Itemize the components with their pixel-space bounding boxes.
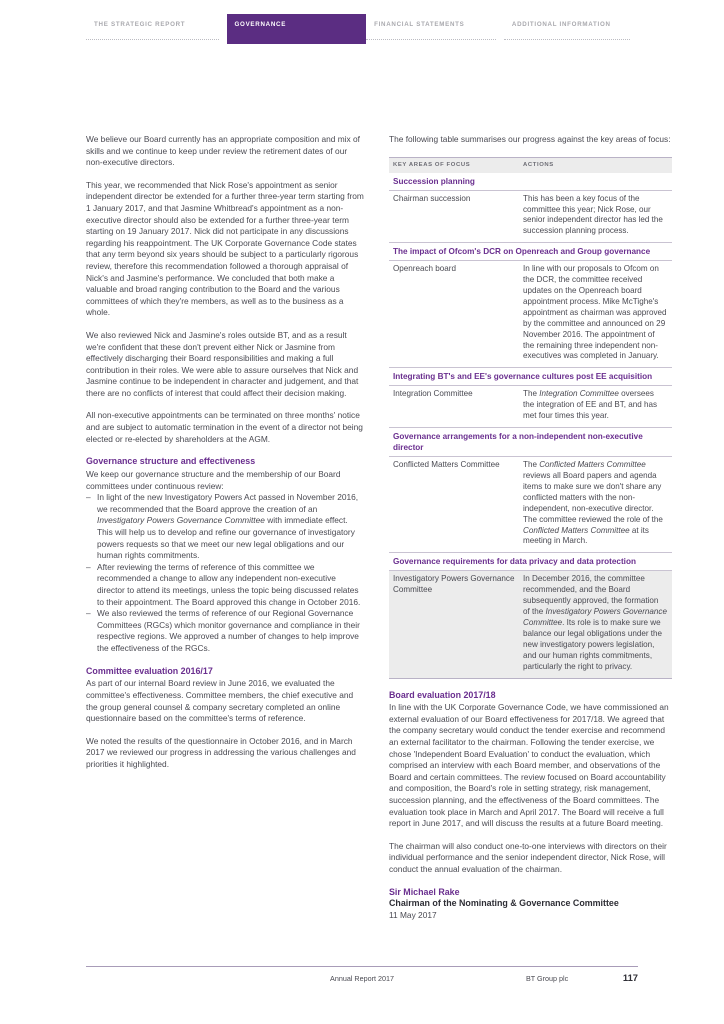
list-item [86, 562, 364, 608]
table-body [389, 173, 672, 678]
tab-label: FINANCIAL STATEMENTS [374, 21, 465, 28]
tab-underline [366, 38, 496, 40]
right-content-column [389, 134, 672, 922]
tab-the-strategic-report[interactable] [86, 14, 227, 44]
list-item [86, 492, 364, 562]
dash-bullet-icon: – [86, 561, 91, 572]
signoff-role: Chairman of the Nominating & Governance Committee [389, 898, 619, 909]
paragraph: We also reviewed Nick and Jasmine's roles outside BT, and as a result we're confident that these don't prevent either Nick or Jasmine from effectively discharging their Board responsibilities and making a full contribution in their roles. We were able to assure ourselves that Nick and Jasmine continue to be independent in character and judgement, and that there are no conflicts of interest that could affect their decision making. [86, 329, 359, 398]
table-row [389, 260, 672, 367]
heading-governance-structure: Governance structure and effectiveness [86, 456, 256, 467]
dash-bullet-icon: – [86, 608, 91, 619]
column-header-key-areas: KEY AREAS OF FOCUS [393, 162, 471, 169]
key-areas-of-focus-table [389, 157, 672, 679]
paragraph: We noted the results of the questionnaire in October 2016, and in March 2017 we reviewed our progress in addressing the various challenges and priorities it highlighted. [86, 735, 356, 769]
column-header-actions: ACTIONS [523, 162, 554, 169]
table-row [389, 190, 672, 243]
table-intro-text: The following table summarises our progress against the key areas of focus: [389, 134, 671, 144]
tab-additional-information[interactable] [504, 14, 638, 44]
paragraph: This year, we recommended that Nick Rose's appointment as senior independent director be extended for a further three-year term starting from 1 January 2017, and that Jasmine Whitbread's appointment as a non-executive director should also be extended for a further three-year term starting on 19 January 2017. Nick did not participate in any discussions regarding his reappointment. The UK Corporate Governance Code states that any term beyond six years should be subject to a particularly rigorous review, therefore this recommendation followed a thorough appraisal of Nick's and Jasmine's performance. We concluded that both make a valuable and broad ranging contribution to the Board and the various committees of which they're members, as well as to the business as a whole. [86, 179, 364, 318]
paragraph: All non-executive appointments can be terminated on three months' notice and are subject to automatic termination in the event of a director not being elected or re-elected by shareholders at the AGM. [86, 410, 363, 444]
paragraph: In line with the UK Corporate Governance Code, we have commissioned an external evaluation of our Board effectiveness for 2017/18. We agreed that the company secretary would conduct the tender exercise and recommend an external facilitator to the chairman. Following the tender exercise, we chose 'Independent Board Evaluation' to conduct the evaluation, which comprised an interview with each Board member, and observations of the Board and certain committees. The review focused on Board accountability and composition, the Board's role in setting strategy, risk management, succession planning, and the effectiveness of the Board committees. The evaluation took place in March and April 2017. The Board will receive a full report in June 2017, and will discuss the results at a future Board meeting. [389, 702, 669, 829]
list-item [86, 608, 364, 654]
table-section-heading: Succession planning [389, 173, 672, 190]
paragraph: The chairman will also conduct one-to-one interviews with directors on their individual performance and the senior independent director, Nick Rose, will conduct the annual evaluation of the chairman. [389, 840, 667, 875]
heading-committee-evaluation: Committee evaluation 2016/17 [86, 665, 213, 676]
paragraph: We believe our Board currently has an appropriate composition and mix of skills and we continue to keep under review the retirement dates of our non-executive directors. [86, 134, 360, 168]
table-cell-focus: Chairman succession [393, 193, 471, 203]
signoff-name: Sir Michael Rake [389, 886, 460, 897]
table-cell-action: The Integration Committee oversees the integration of EE and BT, and has met four times this year. [523, 389, 658, 421]
section-nav-tabs [86, 14, 638, 44]
tab-financial-statements[interactable] [366, 14, 504, 44]
signoff-date: 11 May 2017 [389, 910, 437, 920]
list-item-text: After reviewing the terms of reference of this committee we recommended a change to allow any independent non-executive director to attend its meetings, unless the topic being discussed relates to their appointment. The Board approved this change in October 2016. [97, 561, 361, 607]
table-section-heading: Governance requirements for data privacy and data protection [389, 552, 672, 570]
footer-report-title: Annual Report 2017 [330, 974, 394, 983]
list-item-text: In light of the new Investigatory Powers Act passed in November 2016, we recommended that the Board approve the creation of an Investigatory Powers Governance Committee with immediate effect. This will help us to develop and refine our governance of investigatory powers requests so that we meet our new legal obligations and our human rights commitments. [97, 492, 359, 561]
governance-bullet-list [86, 492, 364, 654]
paragraph: We keep our governance structure and the membership of our Board committees under continuous review: [86, 469, 341, 491]
table-section-heading: Governance arrangements for a non-independent non-executive director [389, 427, 672, 456]
table-cell-focus: Conflicted Matters Committee [393, 460, 500, 470]
tab-label: GOVERNANCE [234, 21, 287, 28]
table-row [389, 385, 672, 427]
table-cell-focus: Integration Committee [393, 389, 473, 399]
table-cell-focus: Openreach board [393, 264, 456, 274]
table-cell-action: This has been a key focus of the committee this year; Nick Rose, our senior independent director has led the succession planning process. [523, 193, 663, 236]
paragraph: As part of our internal Board review in June 2016, we evaluated the committee's effectiveness. Committee members, the chief executive and the group general counsel & company secretary completed an online questionnaire based on the committee's terms of reference. [86, 678, 354, 724]
heading-board-evaluation: Board evaluation 2017/18 [389, 689, 496, 700]
tab-label: THE STRATEGIC REPORT [94, 21, 186, 28]
tab-underline [86, 38, 219, 40]
table-cell-focus: Investigatory Powers Governance Committee [393, 574, 515, 595]
page-footer [86, 966, 638, 991]
table-header-row [389, 158, 672, 173]
list-item-text: We also reviewed the terms of reference of our Regional Governance Committees (RGCs) which monitor governance and compliance in their respective regions. We approved a number of changes to help improve the effectiveness of the RGCs. [97, 608, 360, 653]
table-section-heading: The impact of Ofcom's DCR on Openreach and Group governance [389, 242, 672, 260]
left-text-column [86, 134, 364, 782]
footer-page-number: 117 [622, 972, 638, 983]
table-row [389, 570, 672, 677]
tab-governance[interactable] [227, 14, 367, 44]
table-cell-action: In line with our proposals to Ofcom on the DCR, the committee received updates on the Openreach board appointment process. Mike McTighe's appointment as chairman was approved by the committee and announced on 29 November 2016. The appointment of the remaining three independent non-executives was completed in January. [523, 264, 667, 361]
table-section-heading: Integrating BT's and EE's governance cultures post EE acquisition [389, 367, 672, 385]
dash-bullet-icon: – [86, 492, 91, 503]
footer-company-name: BT Group plc [526, 974, 569, 983]
tab-label: ADDITIONAL INFORMATION [511, 21, 611, 28]
table-cell-action: The Conflicted Matters Committee reviews all Board papers and agenda items to make sure we don't share any conflicted matters with the non-independent, non-executive director. The committee reviewed the role of the Conflicted Matters Committee at its meeting in March. [523, 460, 663, 546]
tab-underline [504, 38, 630, 40]
table-cell-action: In December 2016, the committee recommended, and the Board subsequently approved, the formation of the Investigatory Powers Governance Committee. Its role is to make sure we balance our legal obligations under the new investigatory powers legislation, and our human rights commitments, particularly the right to privacy. [523, 574, 667, 671]
table-row [389, 456, 672, 552]
